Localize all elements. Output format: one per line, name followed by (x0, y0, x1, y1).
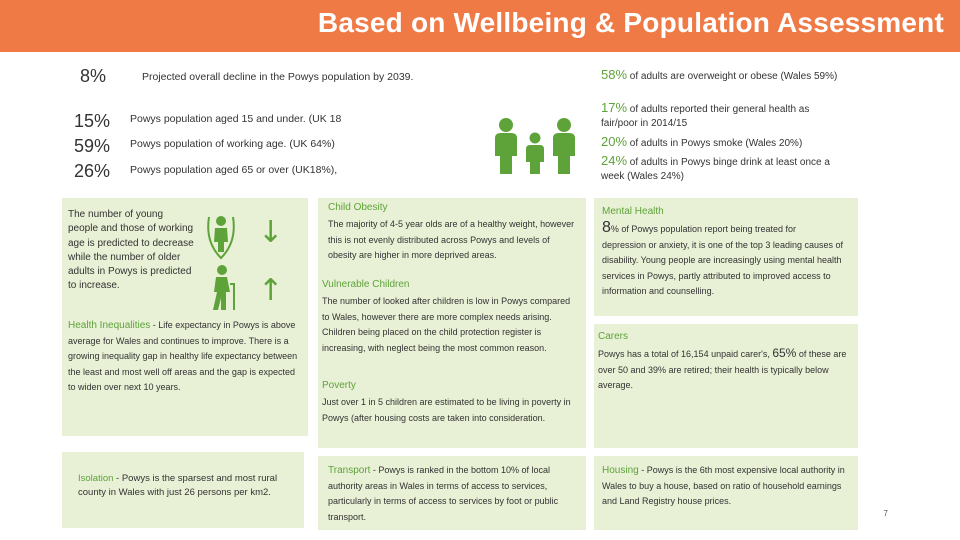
child-skipping-icon (204, 212, 238, 262)
mental-health-pct: 8 (602, 219, 611, 236)
housing-heading: Housing (602, 465, 639, 476)
poverty-heading: Poverty (322, 380, 356, 391)
health-stat-general (601, 101, 841, 131)
mental-health-text-first: % of Powys population report being treated for (610, 224, 797, 234)
mental-health-heading: Mental Health (602, 206, 664, 217)
vulnerable-children-text: The number of looked after children is low in Powys compared to Wales, however there are more complex needs arising. Children being placed on the child protection register is increasing, with neglect being the most common reason. (322, 296, 571, 353)
decline-pct: 8% (80, 66, 107, 86)
health-stat-overweight (601, 68, 841, 84)
transport-block (328, 463, 580, 525)
transport-heading: Transport (328, 465, 371, 476)
poverty-block (322, 380, 580, 426)
stat-pct-59: 59% (74, 136, 111, 156)
isolation-block (78, 472, 294, 500)
page-number: 7 (883, 509, 888, 518)
stat-pct-26: 26% (74, 161, 111, 181)
health-stat-pct: 58% (601, 67, 628, 82)
family-icon (492, 116, 578, 176)
vulnerable-children-block (322, 279, 580, 356)
carers-text-a: Powys has a total of 16,154 unpaid carer's, (598, 349, 773, 359)
health-inequalities-block (68, 318, 304, 396)
carers-block (598, 331, 854, 394)
health-stat-text: of adults in Powys smoke (Wales 20%) (627, 138, 803, 149)
health-inequalities-heading: Health Inequalities (68, 320, 151, 331)
vulnerable-children-heading: Vulnerable Children (322, 279, 410, 290)
health-stat-pct: 20% (601, 134, 628, 149)
housing-text: - Powys is the 6th most expensive local authority in Wales to buy a house, based on ratio of household earnings and Land Registry house prices. (602, 465, 845, 506)
stat-text-26: Powys population aged 65 or over (UK18%), (130, 164, 338, 176)
carers-heading: Carers (598, 331, 629, 342)
housing-block (602, 463, 850, 510)
mental-health-text: depression or anxiety, it is one of the top 3 leading causes of disability. Young people are increasingly using mental health services in Powys, partly attributed to improved access to information and counselling. (602, 239, 843, 296)
header-bar (0, 0, 960, 52)
health-stat-drink (601, 154, 853, 184)
health-stat-text: of adults are overweight or obese (Wales 59%) (627, 71, 838, 82)
young-people-text: The number of young people and those of working age is predicted to decrease while the number of older adults in Powys is predicted to increase. (68, 209, 194, 292)
stat-text-59: Powys population of working age. (UK 64%) (130, 138, 335, 150)
health-stat-text: of adults in Powys binge drink at least once a week (Wales 24%) (601, 157, 830, 182)
child-obesity-text: The majority of 4-5 year olds are of a healthy weight, however this is not evenly distributed across Powys and levels of obesity are higher in more deprived areas. (328, 219, 575, 260)
decline-text: Projected overall decline in the Powys population by 2039. (142, 71, 414, 83)
stat-pct-15: 15% (74, 111, 111, 131)
elderly-person-icon (208, 264, 242, 312)
child-obesity-block (328, 202, 580, 264)
stat-text-15: Powys population aged 15 and under. (UK 18 (130, 113, 342, 125)
health-stat-smoke (601, 135, 851, 151)
carers-text-b: of these are over 50 and 39% are retired; their health is typically below average. (598, 349, 847, 390)
mental-health-block (602, 206, 856, 300)
transport-text: - Powys is ranked in the bottom 10% of local authority areas in Wales in terms of access to services, particularly in terms of access to services by foot or public transport. (328, 465, 559, 522)
health-stat-pct: 17% (601, 100, 628, 115)
poverty-text: Just over 1 in 5 children are estimated to be living in poverty in Powys (after housing costs are taken into consideration. (322, 397, 571, 423)
health-stat-text: of adults reported their general health as fair/poor in 2014/15 (601, 104, 810, 129)
arrow-down-icon: ↓ (258, 215, 284, 250)
page-title: Based on Wellbeing & Population Assessment (317, 7, 944, 38)
health-inequalities-text: - Life expectancy in Powys is above average for Wales and continues to improve. There is a growing inequality gap in healthy life expectancy between the least and most well off areas and the gap is expected to widen over next 10 years. (68, 320, 298, 392)
arrow-up-icon: ↑ (258, 273, 284, 308)
health-stat-pct: 24% (601, 153, 628, 168)
child-obesity-heading: Child Obesity (328, 202, 388, 213)
carers-pct: 65% (772, 346, 797, 360)
isolation-text: - Powys is the sparsest and most rural county in Wales with just 26 persons per km2. (78, 473, 278, 498)
isolation-heading: Isolation (78, 473, 114, 484)
